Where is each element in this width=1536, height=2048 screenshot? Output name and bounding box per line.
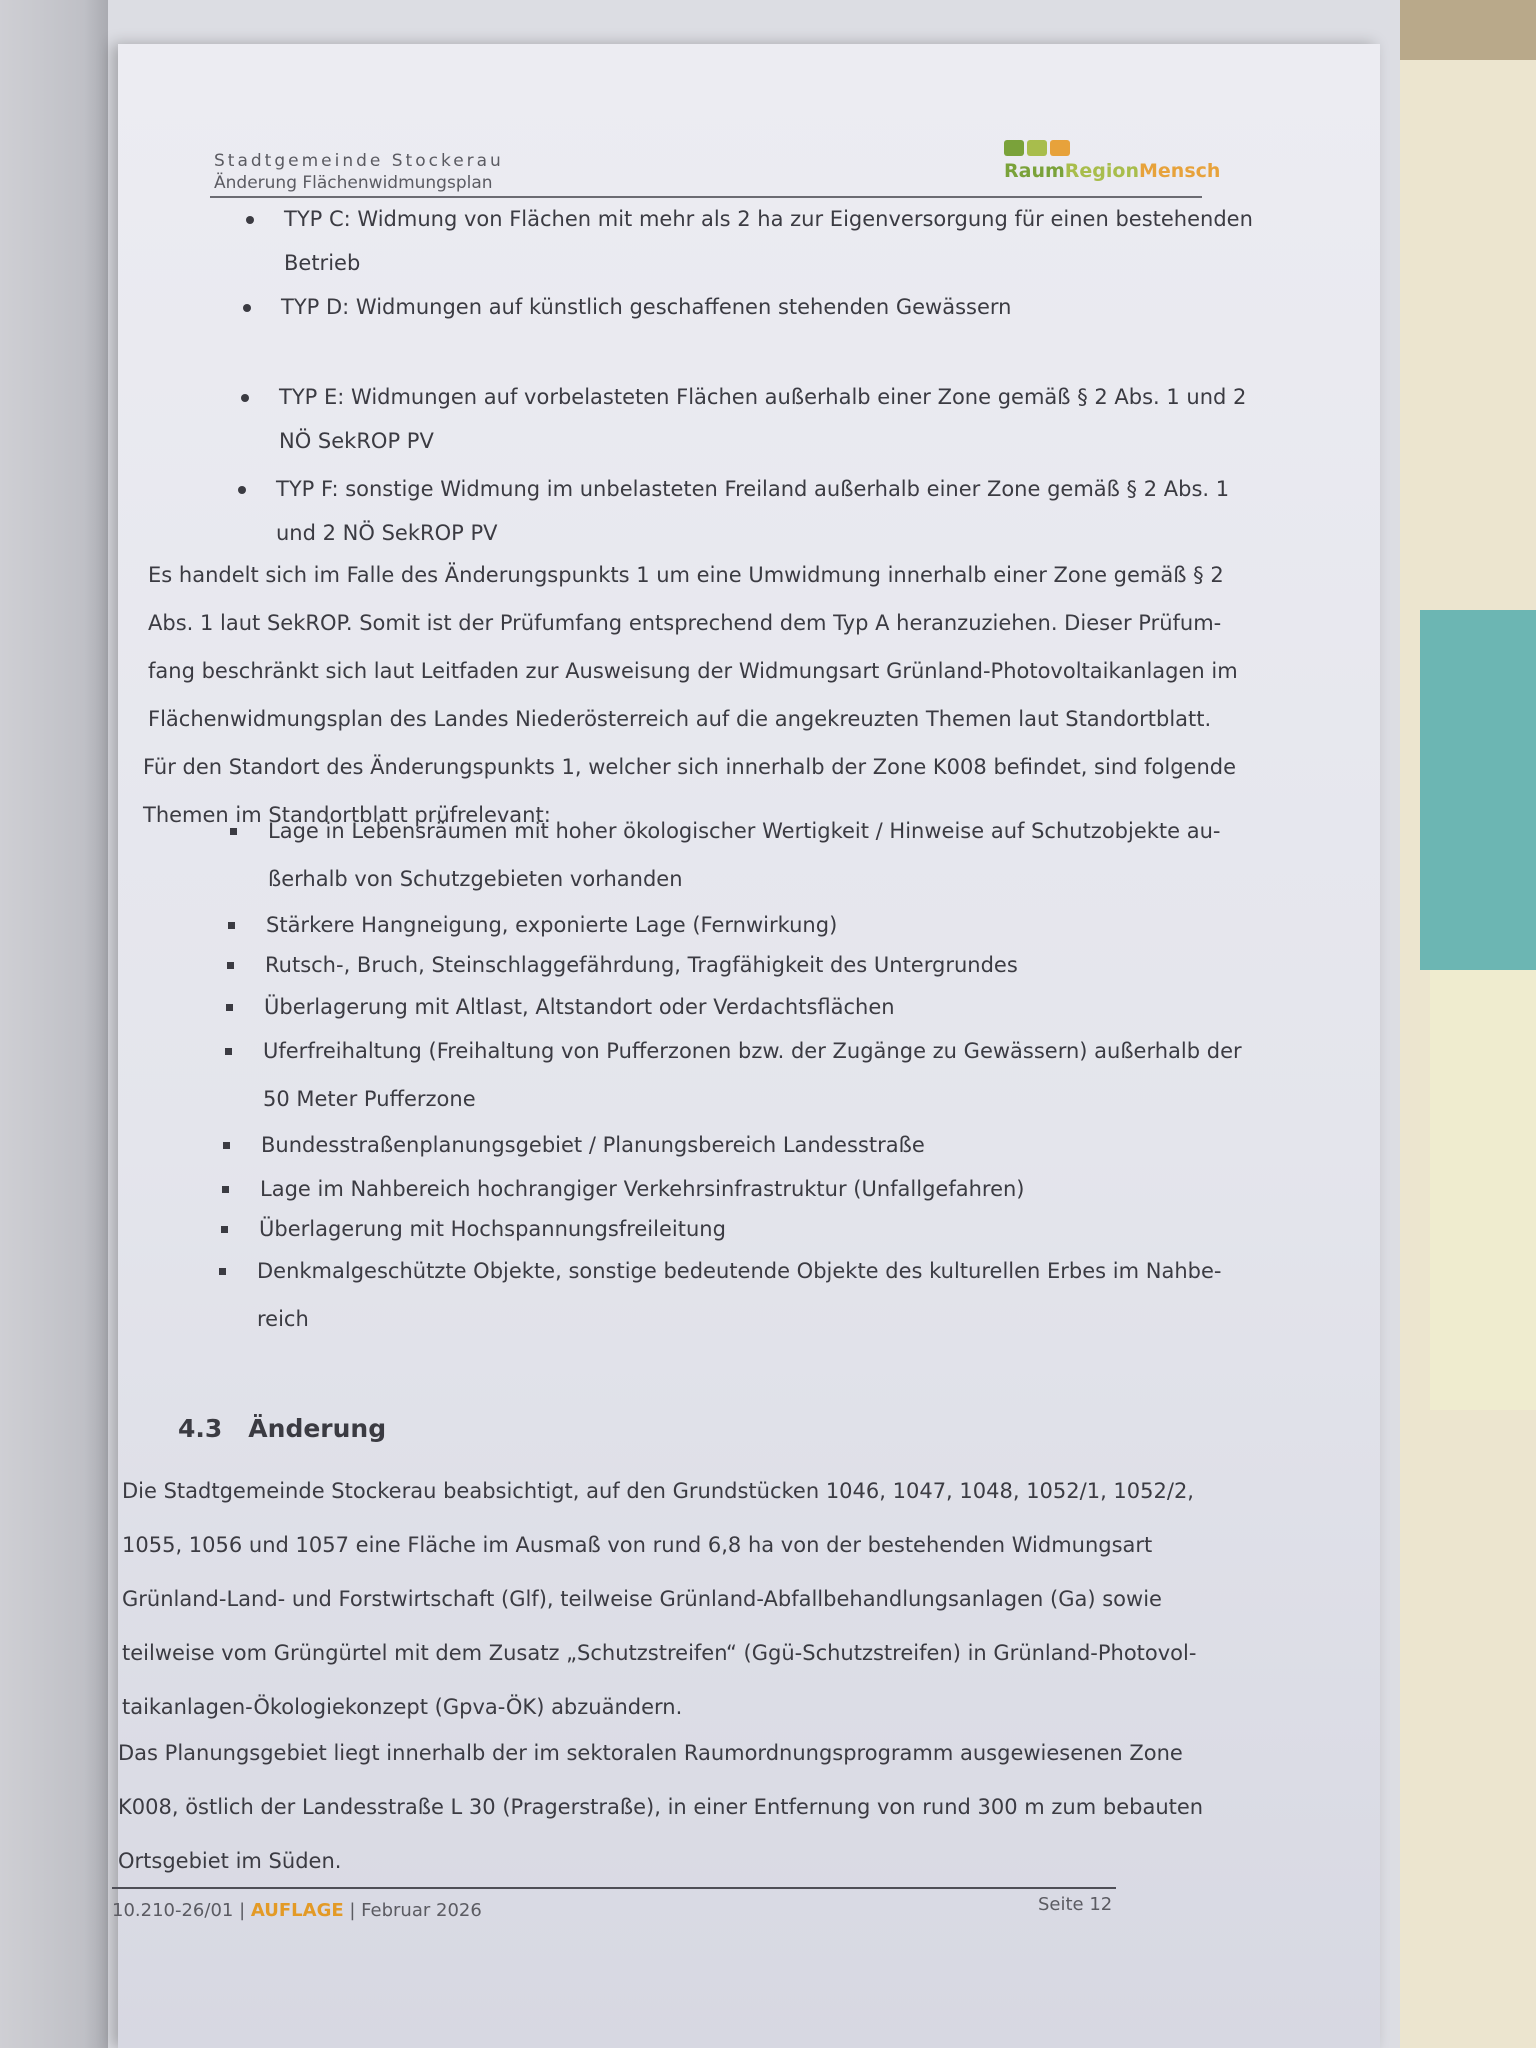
theme-list-item-line: Überlagerung mit Altlast, Altstandort oder Verdachtsflächen: [264, 995, 895, 1019]
paragraph-line: Für den Standort des Änderungspunkts 1, welcher sich innerhalb der Zone K008 befindet, sind folgende: [143, 755, 1237, 779]
theme-list-item-line: Denkmalgeschützte Objekte, sonstige bedeutende Objekte des kulturellen Erbes im Nahbe-: [257, 1259, 1222, 1283]
paragraph-line: taikanlagen-Ökologiekonzept (Gpva-ÖK) abzuändern.: [122, 1695, 683, 1719]
paragraph-line: fang beschränkt sich laut Leitfaden zur Ausweisung der Widmungsart Grünland-Photovoltaikanlagen im: [148, 659, 1238, 683]
document-page: [112, 44, 1380, 2048]
paragraph-line: Flächenwidmungsplan des Landes Niederösterreich auf die angekreuzten Themen laut Standortblatt.: [148, 707, 1212, 731]
paragraph-line: teilweise vom Grüngürtel mit dem Zusatz „Schutzstreifen“ (Ggü-Schutzstreifen) in Grünland-Photovol-: [122, 1641, 1197, 1665]
theme-list-item-line: ßerhalb von Schutzgebieten vorhanden: [268, 867, 683, 891]
typ-list-item-line: Betrieb: [284, 251, 361, 275]
paragraph-line: Es handelt sich im Falle des Änderungspunkts 1 um eine Umwidmung innerhalb einer Zone gemäß § 2: [148, 563, 1224, 587]
header-subtitle: Änderung Flächenwidmungsplan: [214, 173, 493, 193]
square-bullet-icon: [221, 1226, 228, 1233]
theme-list-item-line: Überlagerung mit Hochspannungsfreileitung: [259, 1217, 726, 1241]
header-org: Stadtgemeinde Stockerau: [214, 151, 504, 171]
square-bullet-icon: [222, 1186, 229, 1193]
theme-list-item-line: Stärkere Hangneigung, exponierte Lage (Fernwirkung): [266, 913, 838, 937]
section-number: 4.3: [178, 1414, 223, 1443]
section-heading: [178, 1414, 386, 1443]
bullet-icon: [238, 486, 246, 494]
footer-info: 10.210-26/01 | AUFLAGE | Februar 2026: [112, 1900, 482, 1921]
background-left: [0, 0, 120, 2048]
page-header: [214, 150, 504, 194]
paragraph-line: Die Stadtgemeinde Stockerau beabsichtigt, auf den Grundstücken 1046, 1047, 1048, 1052/1, 1052/2,: [122, 1479, 1194, 1503]
theme-list-item-line: Uferfreihaltung (Freihaltung von Pufferzonen bzw. der Zugänge zu Gewässern) außerhalb der: [263, 1039, 1242, 1063]
bullet-icon: [241, 394, 249, 402]
background-teal-sheet: [1420, 610, 1536, 970]
square-bullet-icon: [225, 1048, 232, 1055]
typ-list-item-line: NÖ SekROP PV: [279, 429, 434, 453]
paragraph-line: 1055, 1056 und 1057 eine Fläche im Ausmaß von rund 6,8 ha von der bestehenden Widmungsart: [122, 1533, 1153, 1557]
background-cream-sheet: [1430, 970, 1536, 1410]
raumregionmensch-logo: [1004, 140, 1221, 188]
paragraph-line: Abs. 1 laut SekROP. Somit ist der Prüfumfang entsprechend dem Typ A heranzuziehen. Dieser Prüfum-: [148, 611, 1222, 635]
theme-list-item-line: reich: [257, 1307, 309, 1331]
typ-list-item-line: TYP F: sonstige Widmung im unbelasteten Freiland außerhalb einer Zone gemäß § 2 Abs. 1: [276, 477, 1230, 501]
theme-list-item-line: Lage im Nahbereich hochrangiger Verkehrsinfrastruktur (Unfallgefahren): [260, 1177, 1025, 1201]
square-bullet-icon: [226, 1004, 233, 1011]
square-bullet-icon: [219, 1268, 226, 1275]
typ-list-item-line: TYP D: Widmungen auf künstlich geschaffenen stehenden Gewässern: [281, 295, 1012, 319]
theme-list-item-line: Bundesstraßenplanungsgebiet / Planungsbereich Landesstraße: [261, 1133, 925, 1157]
logo-mark-icon: [1004, 140, 1070, 156]
footer-code: 10.210-26/01: [112, 1900, 234, 1921]
footer-status: AUFLAGE: [250, 1900, 344, 1921]
square-bullet-icon: [228, 922, 235, 929]
bullet-icon: [243, 304, 251, 312]
typ-list-item-line: TYP C: Widmung von Flächen mit mehr als 2 ha zur Eigenversorgung für einen bestehenden: [284, 207, 1253, 231]
theme-list-item-line: 50 Meter Pufferzone: [263, 1087, 476, 1111]
typ-list-item-line: und 2 NÖ SekROP PV: [276, 521, 498, 545]
footer-date: Februar 2026: [361, 1900, 482, 1921]
theme-list-item-line: Rutsch-, Bruch, Steinschlaggefährdung, Tragfähigkeit des Untergrundes: [265, 953, 1018, 977]
paragraph-line: Themen im Standortblatt prüfrelevant:: [143, 803, 551, 827]
bullet-icon: [246, 216, 254, 224]
square-bullet-icon: [223, 1142, 230, 1149]
square-bullet-icon: [227, 962, 234, 969]
square-bullet-icon: [230, 828, 237, 835]
paragraph-line: Das Planungsgebiet liegt innerhalb der im sektoralen Raumordnungsprogramm ausgewiesenen Zone: [118, 1741, 1183, 1765]
logo-text: RaumRegionMensch: [1004, 160, 1221, 182]
typ-list-item-line: TYP E: Widmungen auf vorbelasteten Flächen außerhalb einer Zone gemäß § 2 Abs. 1 und 2: [279, 385, 1247, 409]
theme-list-item-line: Lage in Lebensräumen mit hoher ökologischer Wertigkeit / Hinweise auf Schutzobjekte au-: [268, 819, 1221, 843]
page-number: Seite 12: [1038, 1894, 1113, 1915]
paragraph-line: Grünland-Land- und Forstwirtschaft (Glf), teilweise Grünland-Abfallbehandlungsanlagen (Ga) sowie: [122, 1587, 1162, 1611]
paragraph-line: K008, östlich der Landesstraße L 30 (Pragerstraße), in einer Entfernung von rund 300 m zum bebauten: [118, 1795, 1204, 1819]
paragraph-line: Ortsgebiet im Süden.: [118, 1849, 342, 1873]
section-title: Änderung: [248, 1414, 387, 1443]
footer-rule: [112, 1887, 1116, 1889]
